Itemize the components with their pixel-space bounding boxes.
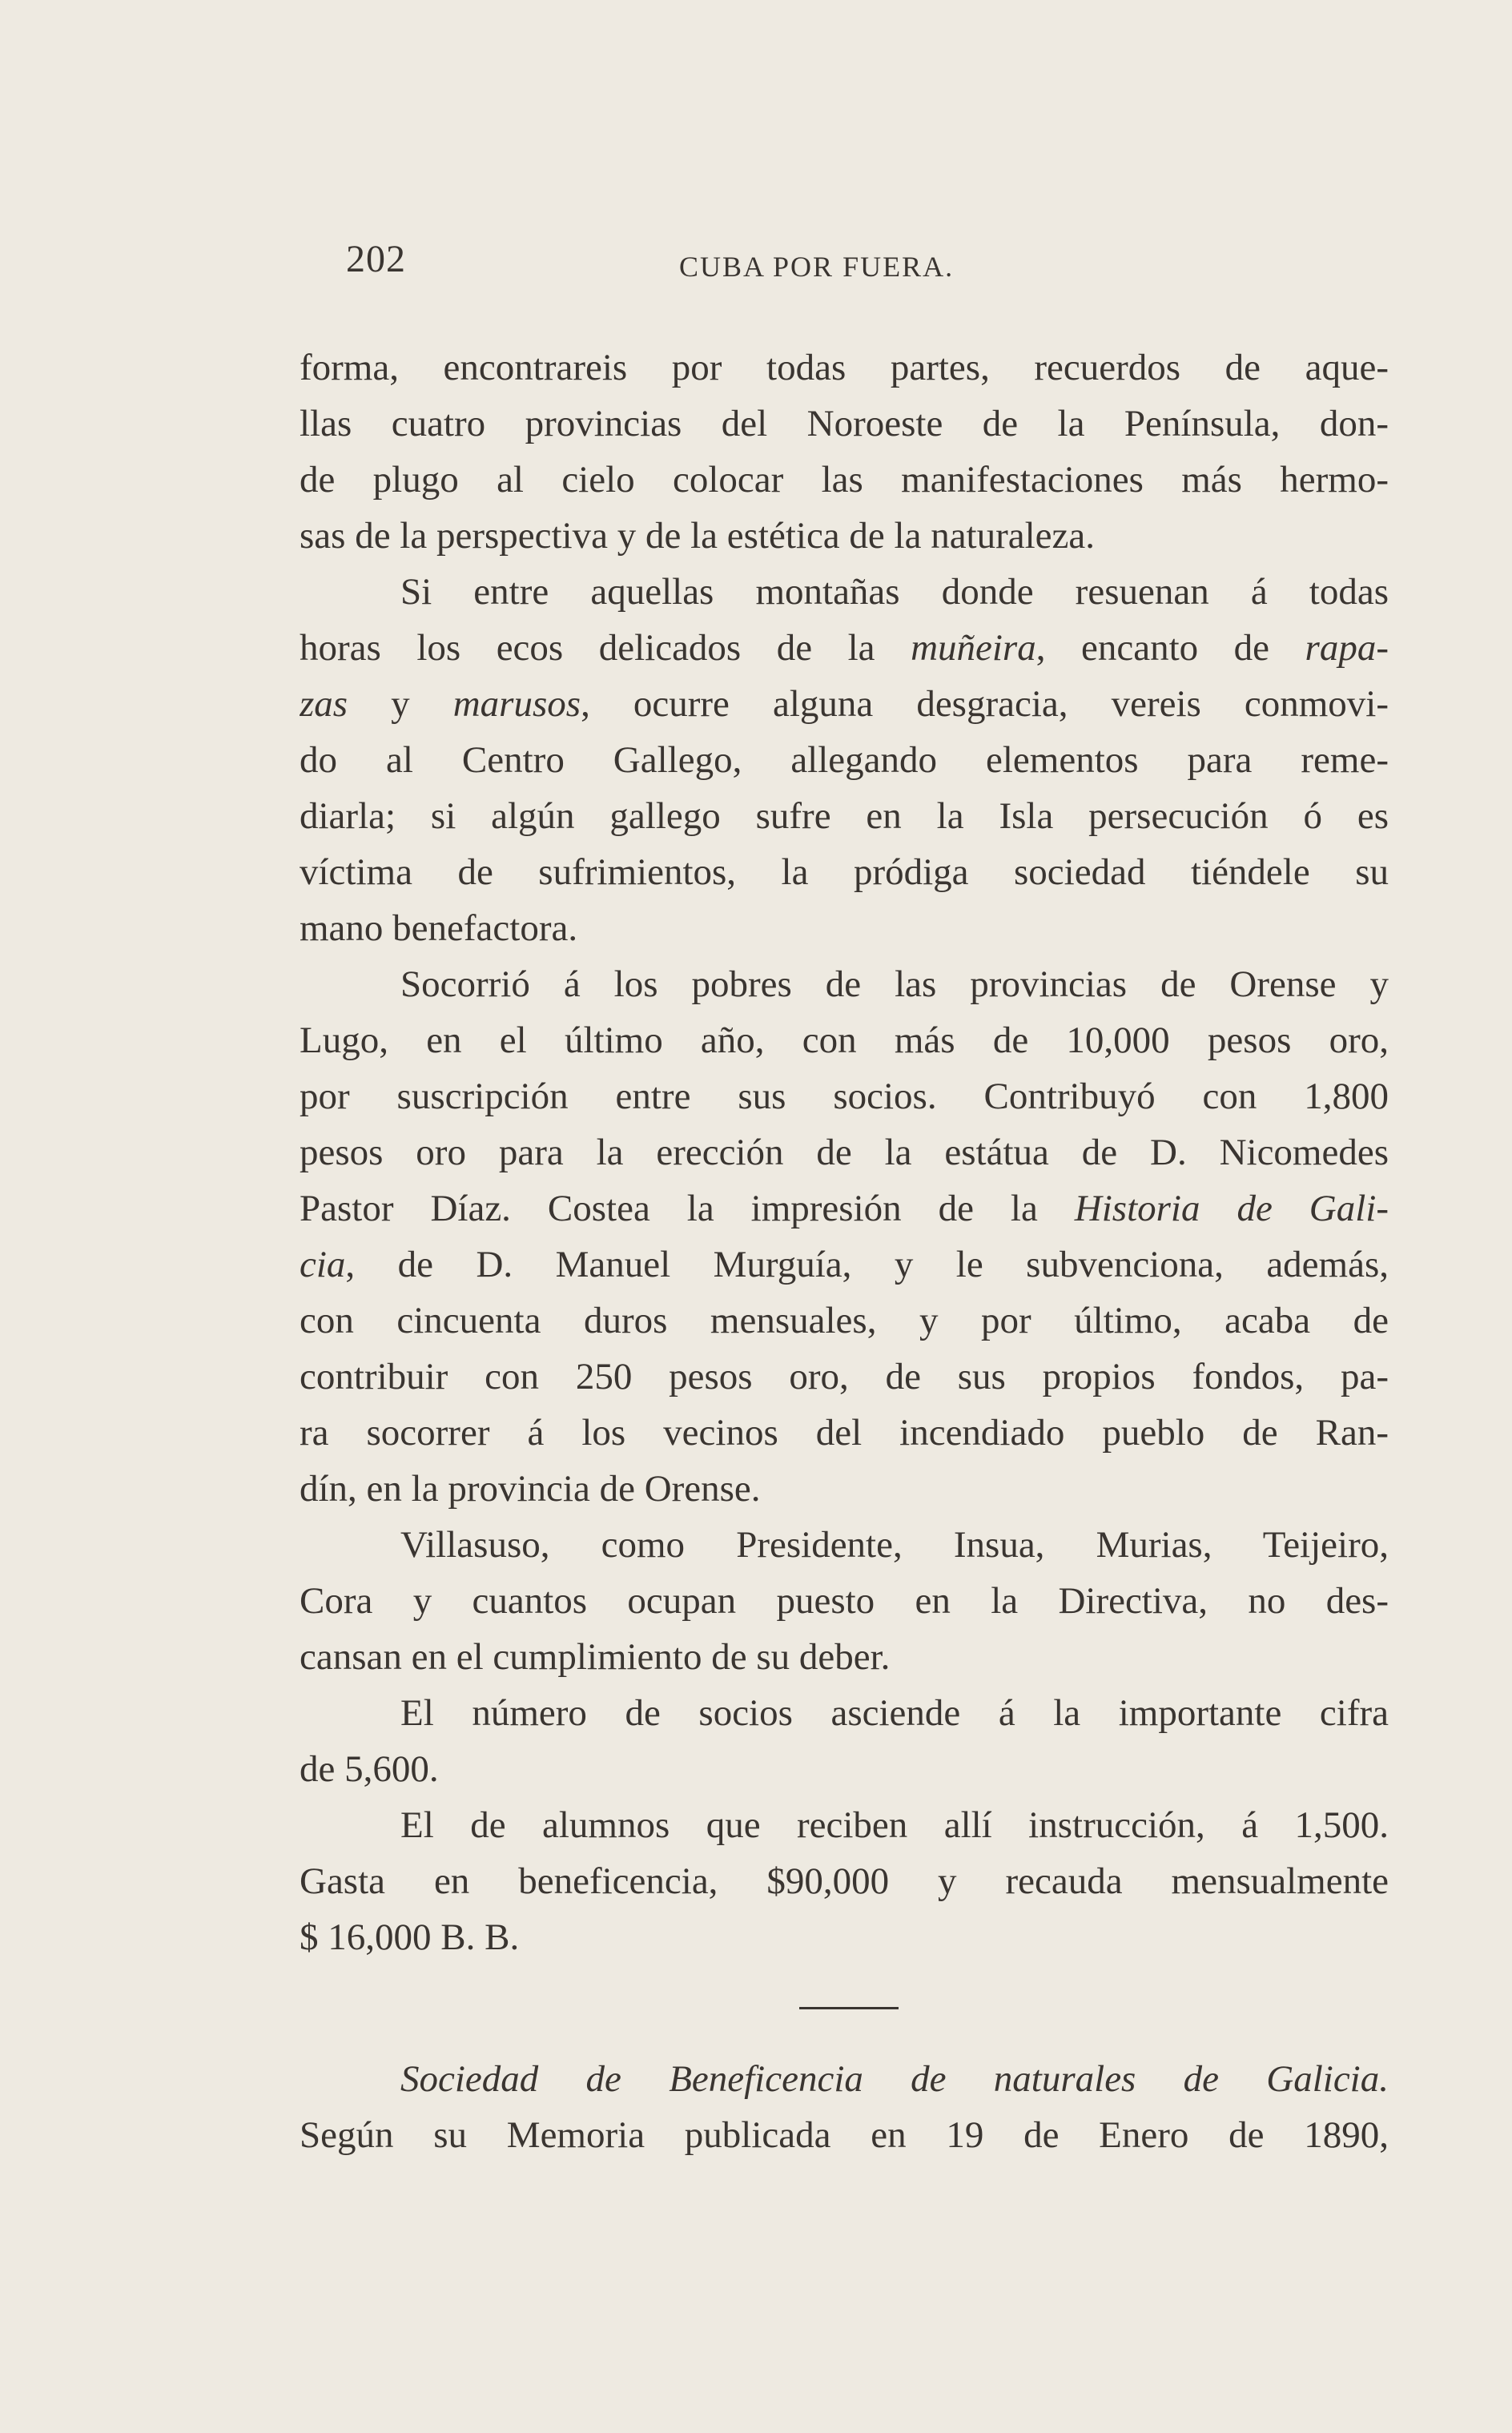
body-text bbox=[300, 340, 1389, 2163]
section-divider bbox=[799, 2007, 899, 2009]
text-segment: , ocurre alguna desgracia, vereis conmovi- bbox=[581, 683, 1389, 725]
text-segment: sas de la perspectiva y de la estética de la naturaleza. bbox=[300, 515, 1096, 557]
text-line bbox=[300, 1124, 1389, 1180]
text-line bbox=[300, 732, 1389, 788]
running-title: CUBA POR FUERA. bbox=[679, 251, 955, 283]
text-segment: Cora y cuantos ocupan puesto en la Directiva, no des- bbox=[300, 1580, 1389, 1622]
text-line bbox=[300, 2051, 1389, 2107]
text-line bbox=[300, 1349, 1389, 1405]
text-line bbox=[300, 1517, 1389, 1573]
text-segment: do al Centro Gallego, allegando elementos para reme- bbox=[300, 739, 1389, 781]
text-line bbox=[300, 1741, 1389, 1797]
text-segment: El número de socios asciende á la importante cifra bbox=[400, 1692, 1389, 1734]
text-segment: Pastor Díaz. Costea la impresión de la bbox=[300, 1188, 1075, 1229]
italic-text: marusos bbox=[452, 683, 581, 725]
text-segment: Gasta en beneficencia, $90,000 y recauda mensualmente bbox=[300, 1860, 1389, 1902]
italic-text: zas bbox=[300, 683, 348, 725]
text-segment: Lugo, en el último año, con más de 10,000 pesos oro, bbox=[300, 1019, 1389, 1061]
text-segment: de plugo al cielo colocar las manifestaciones más hermo- bbox=[300, 459, 1389, 501]
text-segment: Si entre aquellas montañas donde resuenan á todas bbox=[400, 571, 1389, 613]
text-line bbox=[300, 1853, 1389, 1909]
text-line bbox=[300, 340, 1389, 396]
text-segment: Villasuso, como Presidente, Insua, Murias, Teijeiro, bbox=[400, 1524, 1389, 1566]
text-segment: contribuir con 250 pesos oro, de sus propios fondos, pa- bbox=[300, 1356, 1389, 1397]
italic-text: rapa- bbox=[1305, 627, 1389, 669]
text-segment: diarla; si algún gallego sufre en la Isla persecución ó es bbox=[300, 795, 1389, 837]
text-line bbox=[300, 900, 1389, 956]
text-segment: forma, encontrareis por todas partes, recuerdos de aque- bbox=[300, 347, 1389, 388]
text-segment: , encanto de bbox=[1035, 627, 1305, 669]
text-line bbox=[300, 452, 1389, 508]
text-line bbox=[300, 1797, 1389, 1853]
text-line bbox=[300, 1405, 1389, 1461]
text-line bbox=[300, 564, 1389, 620]
text-line bbox=[300, 396, 1389, 452]
text-line bbox=[300, 1573, 1389, 1629]
text-line bbox=[300, 1461, 1389, 1517]
text-segment: Socorrió á los pobres de las provincias de Orense y bbox=[400, 963, 1389, 1005]
text-segment: de 5,600. bbox=[300, 1748, 439, 1790]
text-line bbox=[300, 788, 1389, 844]
text-segment: , de D. Manuel Murguía, y le subvenciona, además, bbox=[345, 1244, 1389, 1285]
text-segment: El de alumnos que reciben allí instrucción, á 1,500. bbox=[400, 1804, 1389, 1846]
text-line bbox=[300, 676, 1389, 732]
text-segment: horas los ecos delicados de la bbox=[300, 627, 911, 669]
text-line bbox=[300, 956, 1389, 1012]
text-segment: con cincuenta duros mensuales, y por último, acaba de bbox=[300, 1300, 1389, 1341]
italic-text: Sociedad de Beneficencia de naturales de Galicia. bbox=[400, 2058, 1389, 2100]
text-segment: y bbox=[348, 683, 453, 725]
text-line bbox=[300, 1629, 1389, 1685]
text-line bbox=[300, 1685, 1389, 1741]
text-segment: dín, en la provincia de Orense. bbox=[300, 1468, 761, 1510]
italic-text: Historia de Gali- bbox=[1074, 1188, 1389, 1229]
page-header bbox=[346, 237, 1387, 301]
text-line bbox=[300, 1068, 1389, 1124]
text-segment: pesos oro para la erección de la estátua de D. Nicomedes bbox=[300, 1132, 1389, 1173]
text-segment: ra socorrer á los vecinos del incendiado pueblo de Ran- bbox=[300, 1412, 1389, 1454]
text-segment: $ 16,000 B. B. bbox=[300, 1916, 520, 1958]
text-line bbox=[300, 1293, 1389, 1349]
italic-text: muñeira bbox=[911, 627, 1036, 669]
text-line bbox=[300, 844, 1389, 900]
text-line bbox=[300, 620, 1389, 676]
text-line bbox=[300, 1012, 1389, 1068]
text-segment: cansan en el cumplimiento de su deber. bbox=[300, 1636, 891, 1678]
text-line bbox=[300, 1237, 1389, 1293]
page-number: 202 bbox=[346, 238, 406, 280]
text-segment: mano benefactora. bbox=[300, 907, 578, 949]
text-segment: por suscripción entre sus socios. Contribuyó con 1,800 bbox=[300, 1076, 1389, 1117]
text-segment: víctima de sufrimientos, la pródiga sociedad tiéndele su bbox=[300, 851, 1389, 893]
text-line bbox=[300, 508, 1389, 564]
italic-text: cia bbox=[300, 1244, 346, 1285]
text-segment: Según su Memoria publicada en 19 de Enero de 1890, bbox=[300, 2114, 1389, 2156]
text-line bbox=[300, 1180, 1389, 1237]
text-segment: llas cuatro provincias del Noroeste de la Península, don- bbox=[300, 403, 1389, 444]
text-line bbox=[300, 2107, 1389, 2163]
text-line bbox=[300, 1909, 1389, 1965]
